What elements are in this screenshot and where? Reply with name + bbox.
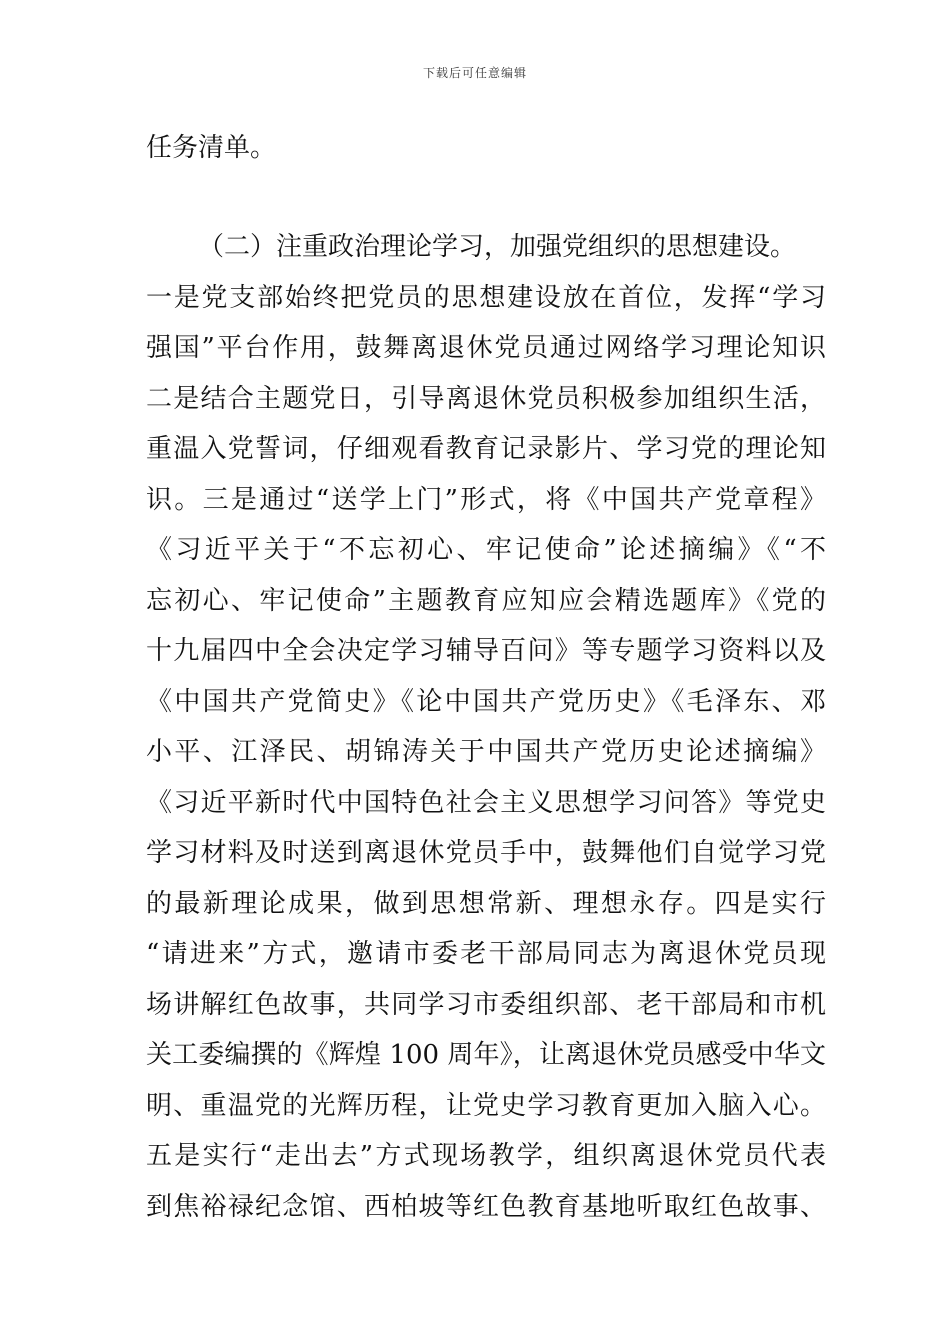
- section-heading-line: （二）注重政治理论学习，加强党组织的思想建设。: [198, 232, 797, 262]
- text-line: 任务清单。: [146, 133, 277, 163]
- text-line: 《中国共产党简史》《论中国共产党历史》《毛泽东、邓: [146, 686, 826, 717]
- text-line: 关工委编撰的《辉煌 100 周年》，让离退休党员感受中华文: [146, 1040, 826, 1070]
- text-line: 明、重温党的光辉历程，让党史学习教育更加入脑入心。: [146, 1090, 826, 1121]
- text-line: 一是党支部始终把党员的思想建设放在首位，发挥“学习: [146, 282, 826, 313]
- intro-paragraph: [146, 123, 826, 174]
- text-line: 忘初心、牢记使命”主题教育应知应会精选题库》《党的: [146, 585, 826, 616]
- text-line: 《习近平新时代中国特色社会主义思想学习问答》等党史: [146, 787, 826, 818]
- text-line: 学习材料及时送到离退休党员手中，鼓舞他们自觉学习党: [146, 838, 826, 868]
- text-line: “请进来”方式，邀请市委老干部局同志为离退休党员现: [146, 939, 826, 969]
- text-line: 强国”平台作用，鼓舞离退休党员通过网络学习理论知识: [146, 333, 826, 363]
- text-line: 到焦裕禄纪念馆、西柏坡等红色教育基地听取红色故事、: [146, 1191, 826, 1222]
- text-line: 重温入党誓词，仔细观看教育记录影片、学习党的理论知: [146, 434, 826, 464]
- text-line: 五是实行“走出去”方式现场教学，组织离退休党员代表: [146, 1141, 826, 1171]
- text-line: 《习近平关于“不忘初心、牢记使命”论述摘编》《“不: [146, 535, 826, 565]
- section-paragraph: [146, 222, 826, 1232]
- text-line: 小平、江泽民、胡锦涛关于中国共产党历史论述摘编》: [146, 737, 826, 767]
- text-line: 二是结合主题党日，引导离退休党员积极参加组织生活，: [146, 383, 826, 414]
- text-line: 的最新理论成果，做到思想常新、理想永存。四是实行: [146, 888, 826, 919]
- page-header: 下载后可任意编辑: [422, 66, 527, 80]
- text-line: 十九届四中全会决定学习辅导百问》等专题学习资料以及: [146, 636, 826, 666]
- text-line: 场讲解红色故事，共同学习市委组织部、老干部局和市机: [146, 989, 826, 1020]
- text-line: 识。三是通过“送学上门”形式，将《中国共产党章程》: [146, 484, 826, 515]
